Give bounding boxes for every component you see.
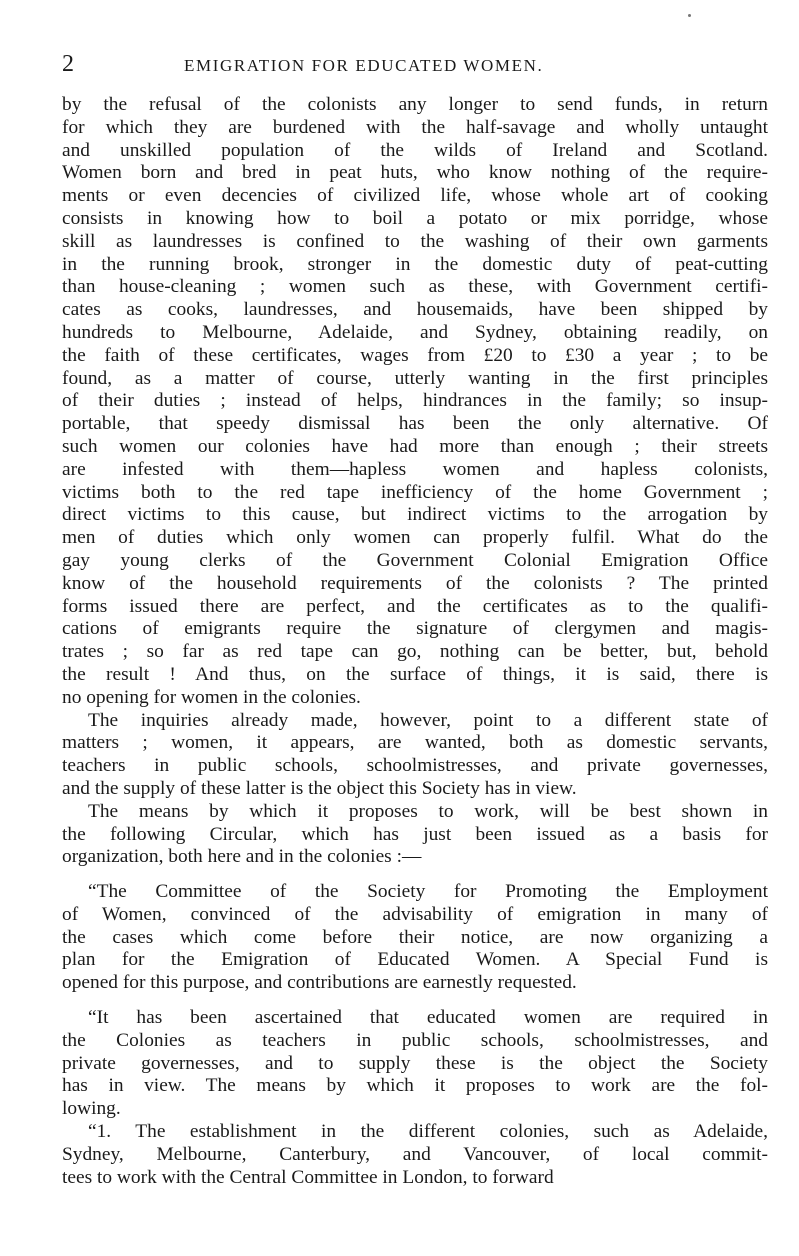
text-line: consists in knowing how to boil a potato or mix porridge, whose [62,207,768,229]
text-line: organization, both here and in the colonies :— [62,846,422,868]
text-line: tees to work with the Central Committee in London, to forward [62,1166,554,1188]
text-line: the faith of these certificates, wages from £20 to £30 a year ; to be [62,344,768,366]
text-line: skill as laundresses is confined to the washing of their own garments [62,230,768,252]
text-line: victims both to the red tape inefficiency of the home Government ; [62,481,768,503]
text-line: “It has been ascertained that educated women are required in [88,1007,768,1029]
body-text [62,94,768,1189]
text-line: private governesses, and to supply these is the object the Society [62,1052,768,1074]
text-line: cations of emigrants require the signature of clergymen and magis- [62,618,768,640]
text-line: by the refusal of the colonists any longer to send funds, in return [62,94,768,115]
text-line: The inquiries already made, however, point to a different state of [88,709,768,731]
paragraph [62,1007,768,1121]
text-line: gay young clerks of the Government Colonial Emigration Office [62,549,768,571]
text-line: of their duties ; instead of helps, hindrances in the family; so insup- [62,390,768,412]
text-line: teachers in public schools, schoolmistresses, and private governesses, [62,755,768,777]
text-line: lowing. [62,1098,121,1120]
text-line: are infested with them—hapless women and hapless colonists, [62,458,768,480]
paragraph [62,801,768,869]
paragraph-gap [62,995,768,1007]
text-line: men of duties which only women can properly fulfil. What do the [62,527,768,549]
text-line: know of the household requirements of the colonists ? The printed [62,572,768,594]
text-line: Sydney, Melbourne, Canterbury, and Vancouver, of local commit- [62,1143,768,1165]
text-line: matters ; women, it appears, are wanted, both as domestic servants, [62,732,768,754]
text-line: direct victims to this cause, but indirect victims to the arrogation by [62,504,768,526]
text-line: the Colonies as teachers in public schools, schoolmistresses, and [62,1029,768,1051]
text-line: portable, that speedy dismissal has been the only alternative. Of [62,413,768,435]
text-line: in the running brook, stronger in the domestic duty of peat-cutting [62,253,768,275]
text-line: of Women, convinced of the advisability of emigration in many of [62,903,768,925]
text-line: “The Committee of the Society for Promoting the Employment [88,881,768,903]
running-title: EMIGRATION FOR EDUCATED WOMEN. [184,56,544,75]
text-line: the result ! And thus, on the surface of things, it is said, there is [62,663,768,685]
paragraph [62,710,768,801]
paragraph-gap [62,869,768,881]
text-line: found, as a matter of course, utterly wanting in the first principles [62,367,768,389]
text-line: and the supply of these latter is the object this Society has in view. [62,777,577,799]
text-line: such women our colonies have had more than enough ; their streets [62,435,768,457]
paragraph [62,1121,768,1189]
text-line: than house-cleaning ; women such as these, with Government certifi- [62,276,768,298]
print-speck [688,14,691,17]
text-line: has in view. The means by which it proposes to work are the fol- [62,1075,768,1097]
text-line: ments or even decencies of civilized life, whose whole art of cooking [62,185,768,207]
text-line: forms issued there are perfect, and the certificates as to the qualifi- [62,595,768,617]
paragraph [62,881,768,995]
paragraph [62,94,768,710]
text-line: and unskilled population of the wilds of Ireland and Scotland. [62,139,768,161]
text-line: no opening for women in the colonies. [62,686,361,708]
text-line: the following Circular, which has just been issued as a basis for [62,823,768,845]
text-line: The means by which it proposes to work, will be best shown in [88,800,768,822]
text-line: plan for the Emigration of Educated Women. A Special Fund is [62,949,768,971]
text-line: the cases which come before their notice, are now organizing a [62,926,768,948]
page-number: 2 [62,51,74,77]
text-line: hundreds to Melbourne, Adelaide, and Sydney, obtaining readily, on [62,321,768,343]
text-line: “1. The establishment in the different colonies, such as Adelaide, [88,1121,768,1143]
page-header [62,50,768,78]
text-line: opened for this purpose, and contributions are earnestly requested. [62,972,577,994]
text-line: Women born and bred in peat huts, who know nothing of the require- [62,162,768,184]
text-line: for which they are burdened with the half-savage and wholly untaught [62,116,768,138]
text-line: cates as cooks, laundresses, and housemaids, have been shipped by [62,299,768,321]
text-line: trates ; so far as red tape can go, nothing can be better, but, behold [62,641,768,663]
